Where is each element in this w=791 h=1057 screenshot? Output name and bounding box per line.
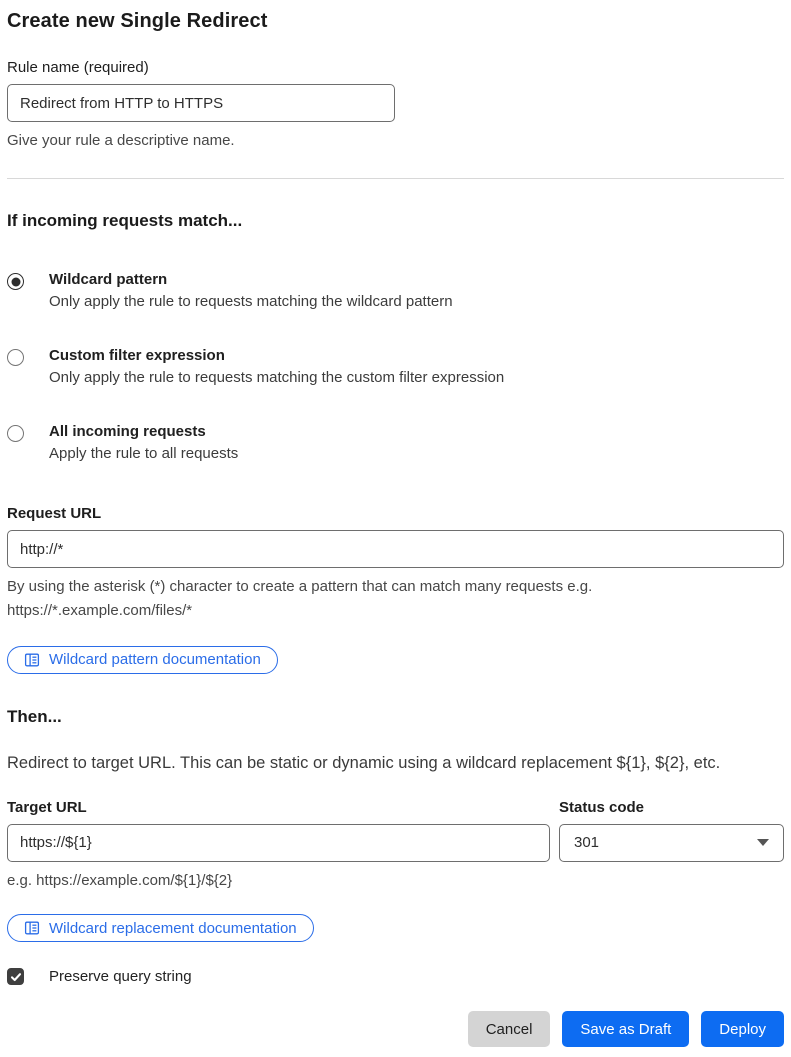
request-url-helper-line2: https://*.example.com/files/*: [7, 601, 193, 619]
chevron-down-icon: [757, 839, 769, 846]
open-book-icon: [24, 920, 40, 936]
cancel-button[interactable]: Cancel: [468, 1011, 551, 1047]
wildcard-pattern-docs-button[interactable]: [7, 646, 278, 674]
radio-option-description: Only apply the rule to requests matching the custom filter expression: [49, 369, 505, 387]
radio-button[interactable]: [7, 425, 24, 442]
target-url-label: Target URL: [7, 798, 87, 816]
open-book-icon: [24, 652, 40, 668]
radio-option-texts: [49, 271, 453, 310]
status-code-value: 301: [574, 834, 600, 852]
radio-option-texts: [49, 423, 238, 462]
radio-option-texts: [49, 347, 504, 386]
radio-option-description: Only apply the rule to requests matching the wildcard pattern: [49, 293, 453, 311]
section-divider: [7, 178, 784, 179]
status-code-select[interactable]: [559, 824, 784, 862]
radio-button[interactable]: [7, 349, 24, 366]
match-section-heading: If incoming requests match...: [7, 211, 243, 231]
match-type-radio-group: [7, 271, 784, 462]
doc-button-label: Wildcard pattern documentation: [49, 651, 261, 669]
save-as-draft-button[interactable]: Save as Draft: [562, 1011, 689, 1047]
rule-name-input[interactable]: [7, 84, 395, 122]
request-url-label: Request URL: [7, 505, 102, 523]
status-code-label: Status code: [559, 798, 645, 816]
page-title: Create new Single Redirect: [7, 10, 268, 32]
radio-option-label: All incoming requests: [49, 423, 206, 441]
rule-name-label: Rule name (required): [7, 59, 149, 76]
target-url-group: [7, 773, 550, 892]
radio-option-wildcard-pattern[interactable]: [7, 271, 784, 310]
then-section-heading: Then...: [7, 706, 62, 726]
request-url-input[interactable]: [7, 530, 784, 568]
footer-actions: [7, 1011, 784, 1047]
rule-name-helper: Give your rule a descriptive name.: [7, 132, 235, 149]
request-url-helper: [7, 575, 784, 622]
target-url-helper: e.g. https://example.com/${1}/${2}: [7, 871, 233, 889]
target-url-input[interactable]: [7, 824, 550, 862]
target-status-row: [7, 773, 784, 892]
radio-option-label: Custom filter expression: [49, 347, 225, 365]
radio-option-description: Apply the rule to all requests: [49, 445, 239, 463]
wildcard-replacement-docs-button[interactable]: [7, 914, 314, 942]
then-section-description: Redirect to target URL. This can be static or dynamic using a wildcard replacement ${1}, ${2}, etc.: [7, 753, 721, 772]
preserve-query-label: Preserve query string: [49, 968, 192, 985]
radio-option-custom-filter-expression[interactable]: [7, 347, 784, 386]
doc-button-label: Wildcard replacement documentation: [49, 919, 297, 937]
status-code-group: [559, 773, 784, 892]
preserve-query-checkbox[interactable]: [7, 968, 24, 985]
radio-option-label: Wildcard pattern: [49, 271, 168, 289]
request-url-helper-line1: By using the asterisk (*) character to create a pattern that can match many requests e.g.: [7, 578, 593, 596]
radio-button[interactable]: [7, 273, 24, 290]
radio-option-all-incoming-requests[interactable]: [7, 423, 784, 462]
deploy-button[interactable]: Deploy: [701, 1011, 784, 1047]
preserve-query-row[interactable]: [7, 968, 784, 985]
